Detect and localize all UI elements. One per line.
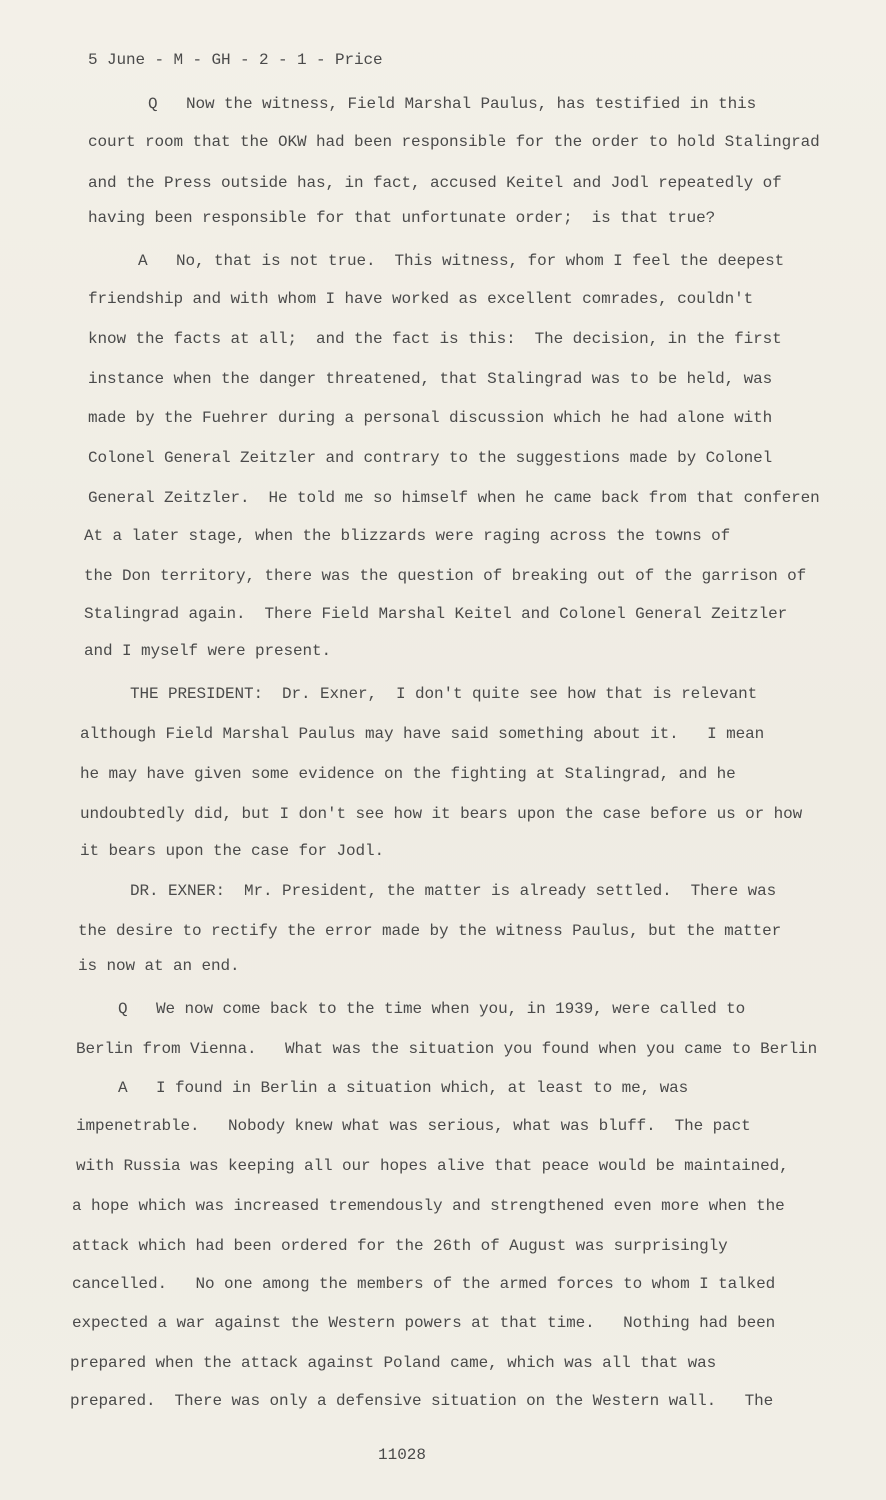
text-line: A No, that is not true. This witness, for whom I feel the deepest bbox=[138, 252, 785, 270]
text-line: the Don territory, there was the question of breaking out of the garrison of bbox=[84, 567, 807, 585]
text-line: having been responsible for that unfortunate order; is that true? bbox=[88, 209, 716, 227]
text-line: undoubtedly did, but I don't see how it bears upon the case before us or how bbox=[80, 805, 803, 823]
page-number: 11028 bbox=[378, 1446, 427, 1464]
text-line: prepared. There was only a defensive situation on the Western wall. The bbox=[70, 1392, 774, 1410]
text-line: with Russia was keeping all our hopes alive that peace would be maintained, bbox=[76, 1157, 789, 1175]
text-line: and the Press outside has, in fact, accused Keitel and Jodl repeatedly of bbox=[88, 174, 782, 192]
text-line: he may have given some evidence on the fighting at Stalingrad, and he bbox=[80, 765, 736, 783]
text-line: Q Now the witness, Field Marshal Paulus, has testified in this bbox=[148, 95, 757, 113]
text-line: cancelled. No one among the members of the armed forces to whom I talked bbox=[72, 1275, 776, 1293]
text-line: A I found in Berlin a situation which, at least to me, was bbox=[118, 1079, 689, 1097]
text-line: General Zeitzler. He told me so himself when he came back from that conferen bbox=[88, 489, 820, 507]
text-line: THE PRESIDENT: Dr. Exner, I don't quite see how that is relevant bbox=[130, 685, 758, 703]
text-line: know the facts at all; and the fact is this: The decision, in the first bbox=[88, 330, 782, 348]
text-line: prepared when the attack against Poland came, which was all that was bbox=[70, 1354, 717, 1372]
text-line: Berlin from Vienna. What was the situation you found when you came to Berlin bbox=[76, 1040, 818, 1058]
text-line: the desire to rectify the error made by the witness Paulus, but the matter bbox=[78, 922, 782, 940]
text-line: court room that the OKW had been responsible for the order to hold Stalingrad bbox=[88, 133, 820, 151]
text-line: friendship and with whom I have worked as excellent comrades, couldn't bbox=[88, 290, 754, 308]
text-line: expected a war against the Western powers at that time. Nothing had been bbox=[72, 1314, 776, 1332]
text-line: is now at an end. bbox=[78, 957, 240, 975]
text-line: At a later stage, when the blizzards were raging across the towns of bbox=[84, 527, 731, 545]
text-line: Stalingrad again. There Field Marshal Keitel and Colonel General Zeitzler bbox=[84, 605, 788, 623]
text-line: although Field Marshal Paulus may have said something about it. I mean bbox=[80, 725, 765, 743]
text-line: Q We now come back to the time when you, in 1939, were called to bbox=[118, 1000, 746, 1018]
text-line: made by the Fuehrer during a personal discussion which he had alone with bbox=[88, 409, 773, 427]
text-line: Colonel General Zeitzler and contrary to the suggestions made by Colonel bbox=[88, 449, 773, 467]
text-line: instance when the danger threatened, that Stalingrad was to be held, was bbox=[88, 370, 773, 388]
text-line: it bears upon the case for Jodl. bbox=[80, 842, 385, 860]
text-line: impenetrable. Nobody knew what was serious, what was bluff. The pact bbox=[76, 1117, 751, 1135]
text-line: attack which had been ordered for the 26th of August was surprisingly bbox=[72, 1237, 728, 1255]
text-line: a hope which was increased tremendously and strengthened even more when the bbox=[72, 1197, 785, 1215]
document-header: 5 June - M - GH - 2 - 1 - Price bbox=[88, 51, 383, 69]
text-line: DR. EXNER: Mr. President, the matter is already settled. There was bbox=[130, 882, 777, 900]
text-line: and I myself were present. bbox=[84, 642, 332, 660]
